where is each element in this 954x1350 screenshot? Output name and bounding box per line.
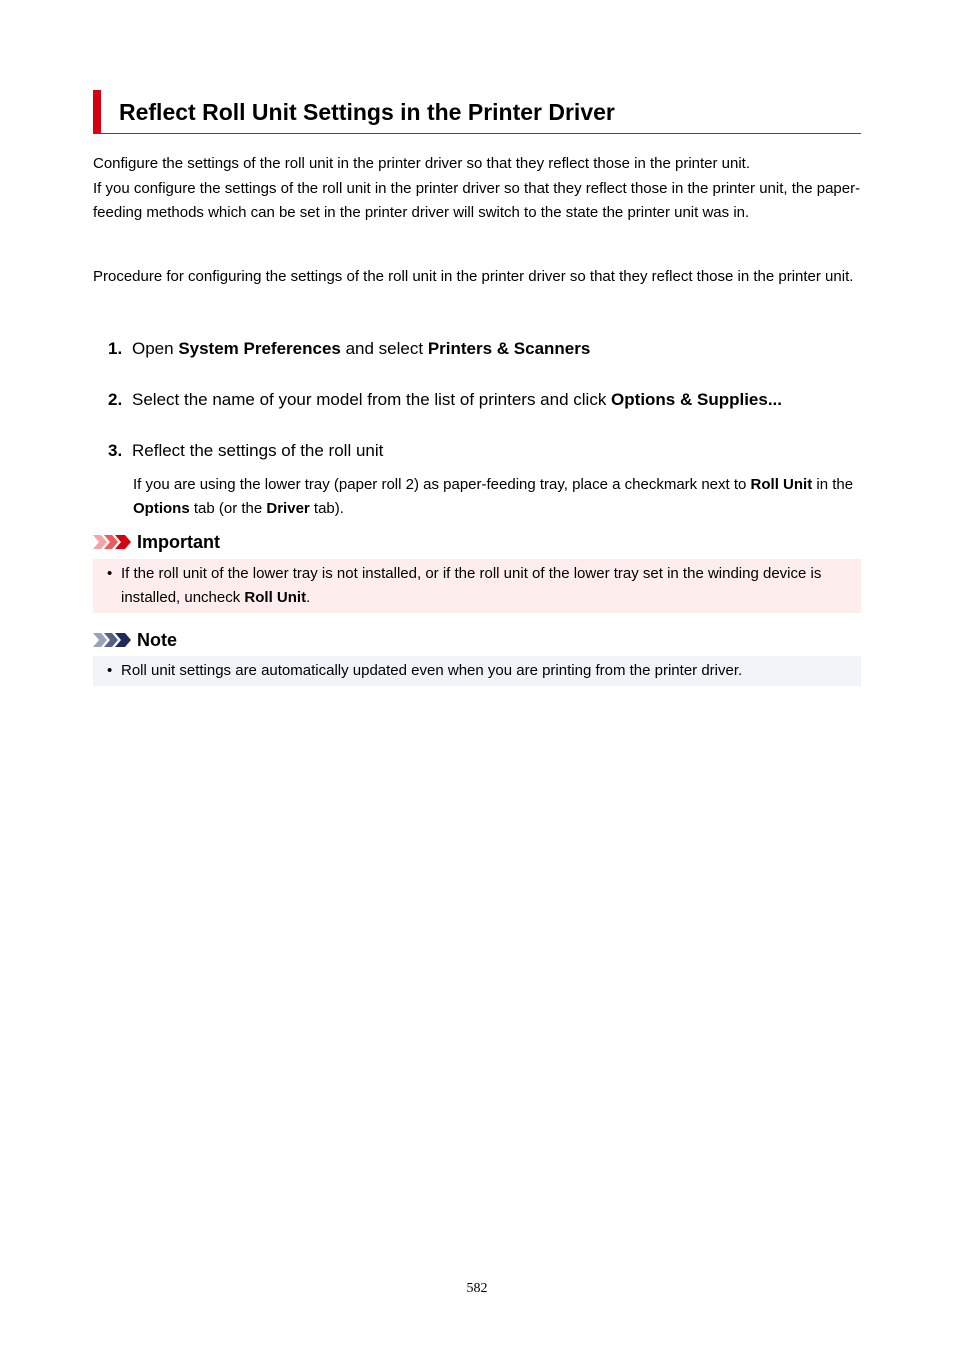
page-title [93,90,861,134]
note-item: • Roll unit settings are automatically updated even when you are printing from the printer driver. [107,659,853,683]
important-heading [93,530,220,554]
step-3-detail: If you are using the lower tray (paper roll 2) as paper-feeding tray, place a checkmark next to Roll Unit in the Options tab (or the Driver tab). [133,476,854,517]
options-tab-label: Options [133,500,190,517]
step-number: 2. [108,390,123,409]
procedure-paragraph: Procedure for configuring the settings of the roll unit in the printer driver so that they reflect those in the printer unit. [93,268,854,285]
important-icon [93,534,133,550]
note-heading [93,628,177,652]
note-box [93,656,861,686]
page-number: 582 [466,1281,488,1296]
step-1: 1. Open System Preferences and select Printers & Scanners [108,339,591,358]
step-number: 3. [108,441,123,460]
intro-paragraph [93,152,861,226]
bullet-marker: • [107,565,113,582]
step-2: 2. Select the name of your model from the list of printers and click Options & Supplies... [108,390,783,409]
options-supplies-label: Options & Supplies... [611,390,783,409]
title-accent-bar [93,90,101,133]
intro-line-2: If you configure the settings of the roll unit in the printer driver so that they reflect those in the printer unit, the paper-feeding methods which can be set in the printer driver will switch to the state the printer unit was in. [93,179,861,221]
roll-unit-label: Roll Unit [244,589,307,606]
printers-scanners-label: Printers & Scanners [427,339,591,358]
system-preferences-label: System Preferences [178,339,341,358]
driver-tab-label: Driver [266,500,310,517]
important-box [93,559,861,613]
bullet-marker: • [107,662,113,679]
page-heading: Reflect Roll Unit Settings in the Printer Driver [119,99,615,125]
important-label: Important [137,531,220,552]
step-3: 3. Reflect the settings of the roll unit [108,441,384,460]
note-icon [93,632,133,648]
roll-unit-label: Roll Unit [750,476,813,493]
important-item: • If the roll unit of the lower tray is not installed, or if the roll unit of the lower tray set in the winding device is installed, uncheck Roll Unit. [107,562,853,610]
step-number: 1. [108,339,123,358]
note-label: Note [137,629,177,650]
intro-line-1: Configure the settings of the roll unit in the printer driver so that they reflect those in the printer unit. [93,155,751,172]
